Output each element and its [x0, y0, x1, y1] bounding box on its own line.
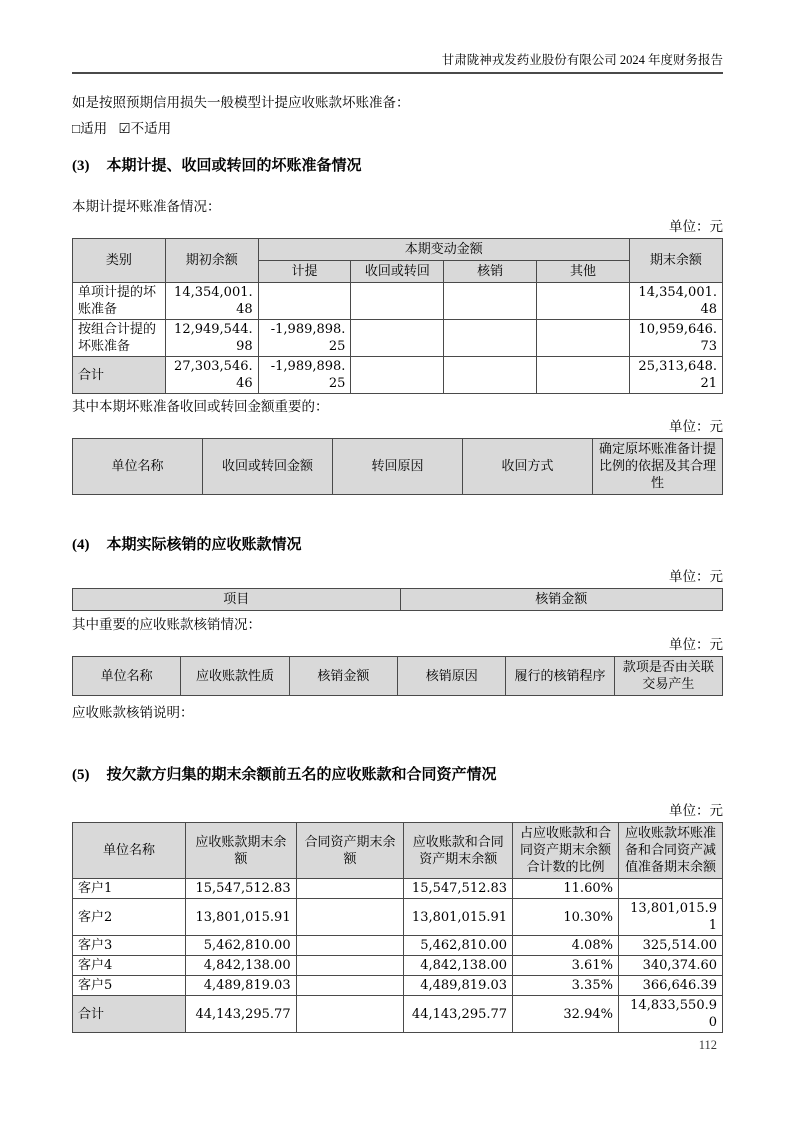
unit-label: 单位：元 [669, 637, 723, 652]
unit-label: 单位：元 [669, 569, 723, 584]
col-header-ending-balance: 期末余额 [629, 239, 722, 283]
section-5-heading [72, 765, 723, 785]
section-5-title: 按欠款方归集的期末余额前五名的应收账款和合同资产情况 [106, 767, 497, 783]
section-3-number: (3) [72, 158, 90, 174]
value-cell: 340,374.60 [618, 956, 722, 976]
col-header-recover-basis: 确定原坏账准备计提比例的依据及其合理性 [593, 439, 723, 495]
value-cell: 13,801,015.91 [404, 899, 513, 936]
important-writeoff-note: 其中重要的应收账款核销情况： [72, 617, 261, 632]
section-4-number: (4) [72, 537, 90, 553]
value-cell [444, 283, 537, 320]
col-header-provision-ending: 应收账款坏账准备和合同资产减值准备期末余额 [618, 823, 722, 879]
value-cell: 15,547,512.83 [186, 879, 297, 899]
value-cell: 4,489,819.03 [404, 976, 513, 996]
value-cell [351, 357, 444, 394]
col-header-receivable-ending: 应收账款期末余额 [186, 823, 297, 879]
unit-label: 单位：元 [669, 419, 723, 434]
section-4-title: 本期实际核销的应收账款情况 [106, 537, 302, 553]
row-label-cell: 合计 [73, 357, 166, 394]
writeoff-table-header [73, 589, 723, 611]
row-label-cell: 客户4 [73, 956, 186, 976]
value-cell [296, 936, 404, 956]
top5-receivables-table [72, 822, 723, 1033]
col-header-recover: 收回或转回 [351, 261, 444, 283]
col-header-unit-name: 单位名称 [73, 657, 181, 696]
checkbox-not-applicable: ☑不适用 [118, 121, 172, 136]
value-cell: 10.30% [513, 899, 619, 936]
col-header-unit-name: 单位名称 [73, 823, 186, 879]
value-cell [537, 320, 630, 357]
value-cell [258, 283, 351, 320]
table-row [73, 320, 723, 357]
col-header-writeoff-amount: 核销金额 [289, 657, 397, 696]
col-header-writeoff: 核销 [444, 261, 537, 283]
unit-label: 单位：元 [669, 219, 723, 234]
section-5-number: (5) [72, 767, 90, 783]
col-header-writeoff-procedure: 履行的核销程序 [506, 657, 614, 696]
value-cell: 3.35% [513, 976, 619, 996]
writeoff-explain-note: 应收账款核销说明： [72, 705, 194, 720]
value-cell: 13,801,015.91 [186, 899, 297, 936]
document-header: 甘肃陇神戎发药业股份有限公司 2024 年度财务报告 [72, 52, 723, 74]
value-cell: 366,646.39 [618, 976, 722, 996]
table-row [73, 879, 723, 899]
provision-table-body [73, 283, 723, 394]
row-label-cell: 客户1 [73, 879, 186, 899]
col-header-beginning-balance: 期初余额 [165, 239, 258, 283]
col-header-change-group: 本期变动金额 [258, 239, 629, 261]
applicability-line [72, 120, 723, 138]
col-header-unit-name: 单位名称 [73, 439, 203, 495]
col-header-recover-reason: 转回原因 [333, 439, 463, 495]
value-cell: 5,462,810.00 [404, 936, 513, 956]
value-cell: 4,842,138.00 [186, 956, 297, 976]
col-header-recover-amount: 收回或转回金额 [203, 439, 333, 495]
value-cell: -1,989,898.25 [258, 320, 351, 357]
page-number: 112 [698, 1038, 717, 1052]
value-cell: 15,547,512.83 [404, 879, 513, 899]
value-cell: 14,354,001.48 [629, 283, 722, 320]
value-cell: 4,842,138.00 [404, 956, 513, 976]
value-cell: 3.61% [513, 956, 619, 976]
table-row [73, 936, 723, 956]
table-row [73, 899, 723, 936]
intro-text: 如是按照预期信用损失一般模型计提应收账款坏账准备： [72, 95, 410, 110]
value-cell: 325,514.00 [618, 936, 722, 956]
top5-table-body [73, 879, 723, 1033]
col-header-item: 项目 [73, 589, 401, 611]
value-cell: 12,949,544.98 [165, 320, 258, 357]
provision-table [72, 238, 723, 394]
col-header-recover-method: 收回方式 [463, 439, 593, 495]
value-cell: 32.94% [513, 996, 619, 1033]
row-label-cell: 客户5 [73, 976, 186, 996]
row-label-cell: 客户2 [73, 899, 186, 936]
section-3-title: 本期计提、收回或转回的坏账准备情况 [106, 158, 362, 174]
value-cell: -1,989,898.25 [258, 357, 351, 394]
value-cell [351, 283, 444, 320]
unit-label: 单位：元 [669, 803, 723, 818]
value-cell [444, 357, 537, 394]
recovery-table [72, 438, 723, 495]
value-cell: 5,462,810.00 [186, 936, 297, 956]
row-label-cell: 合计 [73, 996, 186, 1033]
provision-table-header [73, 239, 723, 283]
section-3-heading [72, 156, 723, 176]
value-cell [296, 976, 404, 996]
row-label-cell: 客户3 [73, 936, 186, 956]
value-cell: 44,143,295.77 [186, 996, 297, 1033]
value-cell: 11.60% [513, 879, 619, 899]
value-cell [351, 320, 444, 357]
value-cell [296, 879, 404, 899]
top5-table-header [73, 823, 723, 879]
value-cell [537, 357, 630, 394]
table-total-row [73, 357, 723, 394]
col-header-combined-ending: 应收账款和合同资产期末余额 [404, 823, 513, 879]
recovery-note: 其中本期坏账准备收回或转回金额重要的： [72, 399, 329, 414]
col-header-other: 其他 [537, 261, 630, 283]
value-cell: 13,801,015.91 [618, 899, 722, 936]
value-cell [296, 996, 404, 1033]
value-cell [296, 899, 404, 936]
value-cell [444, 320, 537, 357]
recovery-table-header [73, 439, 723, 495]
value-cell [537, 283, 630, 320]
value-cell: 4.08% [513, 936, 619, 956]
value-cell [618, 879, 722, 899]
value-cell: 27,303,546.46 [165, 357, 258, 394]
col-header-writeoff-amount: 核销金额 [400, 589, 722, 611]
col-header-receivable-nature: 应收账款性质 [181, 657, 289, 696]
writeoff-table [72, 588, 723, 611]
important-writeoff-table-header [73, 657, 723, 696]
row-label-cell: 按组合计提的坏账准备 [73, 320, 166, 357]
table-total-row [73, 996, 723, 1033]
col-header-provision: 计提 [258, 261, 351, 283]
col-header-related-party: 款项是否由关联交易产生 [614, 657, 722, 696]
section-4-heading [72, 535, 723, 555]
value-cell: 10,959,646.73 [629, 320, 722, 357]
important-writeoff-table [72, 656, 723, 696]
col-header-category: 类别 [73, 239, 166, 283]
value-cell: 25,313,648.21 [629, 357, 722, 394]
checkbox-applicable: □适用 [72, 121, 108, 136]
col-header-writeoff-reason: 核销原因 [398, 657, 506, 696]
table-row [73, 956, 723, 976]
row-label-cell: 单项计提的坏账准备 [73, 283, 166, 320]
value-cell [296, 956, 404, 976]
value-cell: 44,143,295.77 [404, 996, 513, 1033]
col-header-ratio: 占应收账款和合同资产期末余额合计数的比例 [513, 823, 619, 879]
provision-subtitle: 本期计提坏账准备情况： [72, 199, 221, 214]
value-cell: 14,833,550.90 [618, 996, 722, 1033]
col-header-contract-asset-ending: 合同资产期末余额 [296, 823, 404, 879]
table-row [73, 976, 723, 996]
value-cell: 14,354,001.48 [165, 283, 258, 320]
table-row [73, 283, 723, 320]
value-cell: 4,489,819.03 [186, 976, 297, 996]
